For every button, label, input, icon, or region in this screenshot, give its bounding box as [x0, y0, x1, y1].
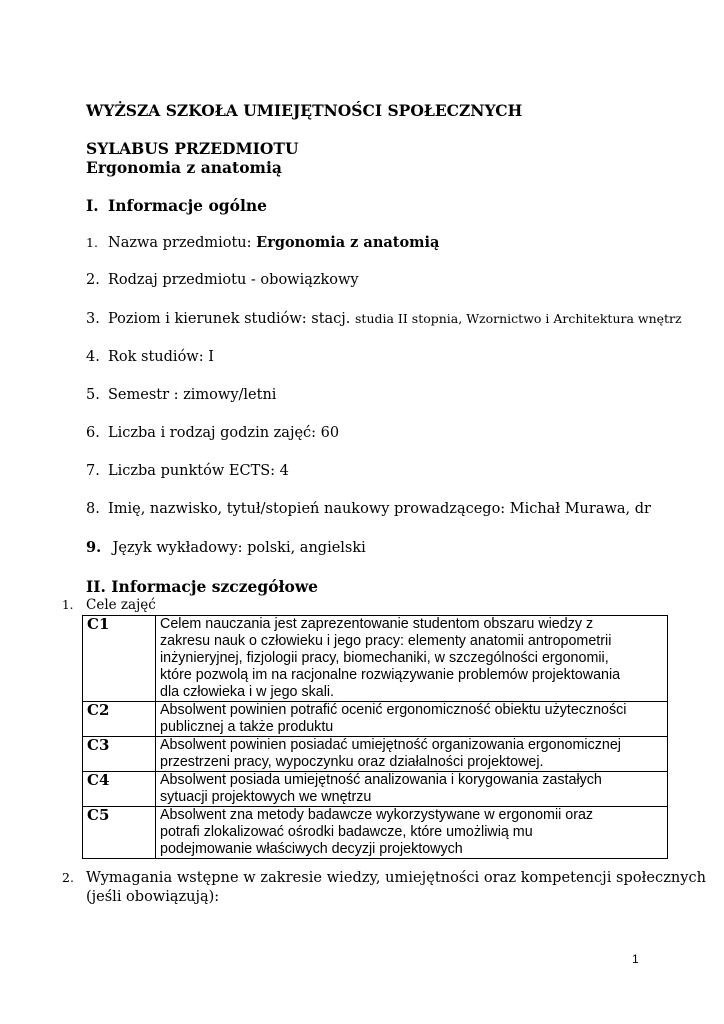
item-text: Rodzaj przedmiotu - obowiązkowy	[108, 272, 359, 288]
goal-line: które pozwolą im na racjonalne rozwiązywanie problemów projektowania	[160, 667, 621, 683]
info-item-5	[86, 387, 276, 403]
goal-code: C2	[83, 702, 156, 737]
goal-code: C4	[83, 772, 156, 807]
table-row	[83, 772, 668, 807]
goal-line: dla człowieka i w jego skali.	[160, 684, 335, 700]
info-item-3	[86, 311, 682, 327]
info-item-4	[86, 349, 214, 365]
item-number: 3.	[86, 311, 100, 327]
section-2-heading: II. Informacje szczegółowe	[86, 577, 319, 596]
goals-heading	[62, 597, 156, 613]
section-1-numeral: I.	[86, 196, 99, 215]
goal-line: Celem nauczania jest zaprezentowanie studentom obszaru wiedzy z	[160, 616, 594, 632]
table-row	[83, 807, 668, 859]
item-text: Semestr : zimowy/letni	[108, 387, 277, 403]
goal-description	[156, 616, 668, 702]
info-item-2	[86, 272, 359, 288]
info-item-9	[86, 539, 366, 556]
goal-line: inżynieryjnej, fizjologii pracy, biomechaniki, w szczególności ergonomii,	[160, 650, 609, 666]
subject-title: Ergonomia z anatomią	[86, 158, 282, 177]
item-value: Ergonomia z anatomią	[256, 234, 440, 251]
item-number: 1.	[86, 235, 98, 250]
page-number: 1	[632, 952, 639, 966]
goal-code: C3	[83, 737, 156, 772]
requirements-item	[62, 870, 706, 886]
goal-description	[156, 772, 668, 807]
item-number: 4.	[86, 349, 100, 365]
goal-line: Absolwent zna metody badawcze wykorzystywane w ergonomii oraz	[160, 807, 594, 823]
goal-line: Absolwent posiada umiejętność analizowania i korygowania zastałych	[160, 772, 602, 788]
item-text: Rok studiów: I	[108, 349, 214, 365]
goal-line: zakresu nauk o człowieku i jego pracy: elementy anatomii antropometrii	[160, 633, 612, 649]
goal-code: C5	[83, 807, 156, 859]
item-number: 2.	[86, 272, 100, 288]
info-item-6	[86, 425, 339, 441]
goal-line: potrafi zlokalizować ośrodki badawcze, które umożliwią mu	[160, 824, 533, 840]
goal-description	[156, 702, 668, 737]
document-type: SYLABUS PRZEDMIOTU	[86, 139, 299, 158]
item-number: 8.	[86, 501, 100, 517]
goal-description	[156, 807, 668, 859]
info-item-1	[86, 234, 439, 251]
goal-line: Absolwent powinien posiadać umiejętność organizowania ergonomicznej	[160, 737, 621, 753]
goal-code: C1	[83, 616, 156, 702]
requirements-line-1: Wymagania wstępne w zakresie wiedzy, umiejętności oraz kompetencji społecznych	[86, 870, 707, 886]
item-text: Imię, nazwisko, tytuł/stopień naukowy prowadzącego: Michał Murawa, dr	[108, 501, 651, 517]
table-row	[83, 616, 668, 702]
item-text: Liczba i rodzaj godzin zajęć: 60	[108, 425, 340, 441]
table-row	[83, 702, 668, 737]
goal-line: sytuacji projektowych we wnętrzu	[160, 789, 372, 805]
section-1-title: Informacje ogólne	[108, 196, 267, 215]
goal-line: przestrzeni pracy, wypoczynku oraz działalności projektowej.	[160, 754, 544, 770]
goal-line: podejmowanie właściwych decyzji projektowych	[160, 841, 463, 857]
item-text: Liczba punktów ECTS: 4	[108, 463, 289, 479]
requirements-line-2: (jeśli obowiązują):	[86, 889, 220, 905]
table-row	[83, 737, 668, 772]
goal-line: publicznej a także produktu	[160, 719, 334, 735]
item-text: Język wykładowy: polski, angielski	[108, 540, 366, 556]
item-number: 5.	[86, 387, 100, 403]
info-item-8	[86, 501, 651, 517]
goals-number: 1.	[62, 598, 74, 612]
item-number: 9.	[86, 539, 102, 556]
item-number: 6.	[86, 425, 100, 441]
item-label: Nazwa przedmiotu:	[108, 235, 257, 251]
goal-description	[156, 737, 668, 772]
section-1-heading	[86, 196, 267, 215]
school-name: WYŻSZA SZKOŁA UMIEJĘTNOŚCI SPOŁECZNYCH	[86, 101, 523, 120]
requirements-number: 2.	[62, 870, 74, 885]
goals-label: Cele zajęć	[86, 597, 156, 613]
item-number: 7.	[86, 463, 100, 479]
item-value: studia II stopnia, Wzornictwo i Architektura wnętrz	[355, 311, 682, 326]
goals-table	[82, 615, 668, 859]
info-item-7	[86, 463, 289, 479]
goal-line: Absolwent powinien potrafić ocenić ergonomiczność obiektu użyteczności	[160, 702, 627, 718]
item-label: Poziom i kierunek studiów: stacj.	[108, 311, 356, 327]
